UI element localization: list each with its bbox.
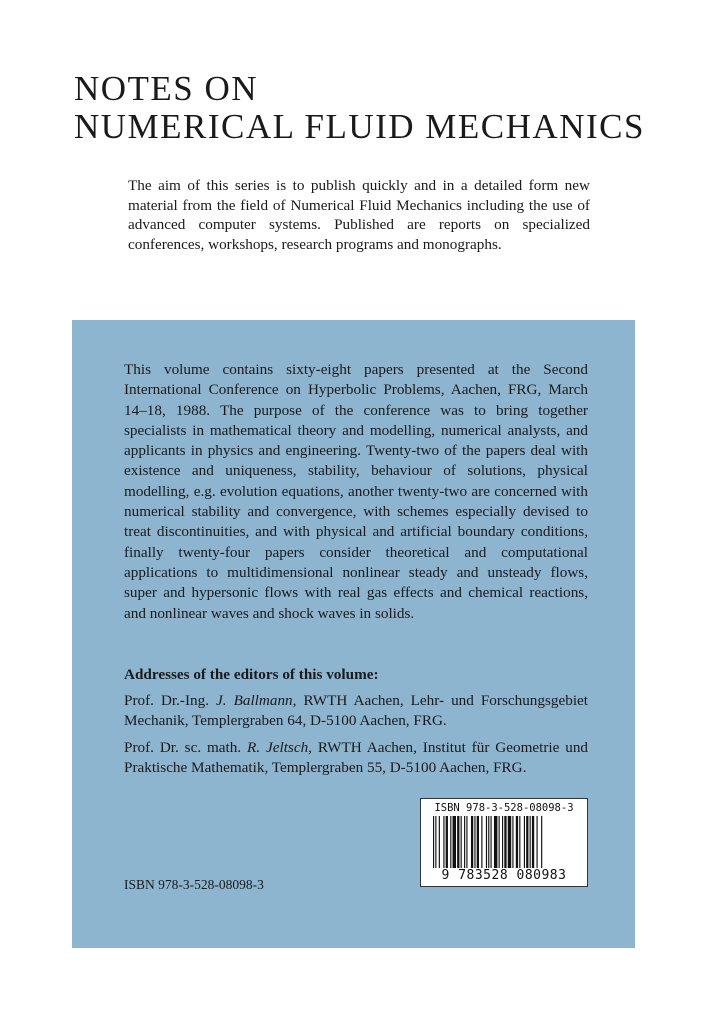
editors-heading: Addresses of the editors of this volume: <box>124 666 379 683</box>
editor-title: Prof. Dr.-Ing. <box>124 692 210 709</box>
info-panel <box>72 320 635 948</box>
editor-address-2 <box>124 738 588 779</box>
series-title-line-2: NUMERICAL FLUID MECHANICS <box>74 107 645 146</box>
editor-name: R. Jeltsch <box>247 739 309 756</box>
series-title <box>74 70 674 146</box>
series-aim-paragraph: The aim of this series is to publish quickly and in a detailed form new material from the field of Numerical Fluid Mechanics including the use of advanced computer systems. Published are reports on specialized conferences, workshops, research programs and monographs. <box>128 177 590 253</box>
editor-affiliation: , RWTH Aachen, Lehr- und Forschungsgebiet Mechanik, Templergraben 64, D-5100 Aachen, FRG. <box>124 692 588 730</box>
editor-name: J. Ballmann <box>216 692 293 709</box>
barcode-digits: 9 783528 080983 <box>441 868 567 883</box>
series-title-line-1: NOTES ON <box>74 69 259 108</box>
isbn-text: ISBN 978-3-528-08098-3 <box>124 877 264 892</box>
editor-title: Prof. Dr. sc. math. <box>124 739 242 756</box>
isbn-barcode <box>420 798 588 887</box>
barcode-isbn-label: ISBN 978-3-528-08098-3 <box>434 802 574 814</box>
editor-affiliation: , RWTH Aachen, Institut für Geometrie und Praktische Mathematik, Templergraben 55, D-5100 Aachen, FRG. <box>124 739 589 777</box>
volume-description-paragraph: This volume contains sixty-eight papers presented at the Second International Conference on Hyperbolic Problems, Aachen, FRG, March 14–18, 1988. The purpose of the conference was to bring together specialists in mathematical theory and modelling, numerical analysts, and applicants in physics and engineering. Twenty-two of the papers deal with existence and uniqueness, stability, behaviour of solutions, physical modelling, e.g. evolution equations, another twenty-two are concerned with numerical stability and convergence, with schemes especially devised to treat discontinuities, and with physical and artificial boundary conditions, finally twenty-four papers consider theoretical and computational applications to multidimensional nonlinear steady and unsteady flows, super and hypersonic flows with real gas effects and chemical reactions, and nonlinear waves and shock waves in solids. <box>124 361 588 622</box>
editor-address-1 <box>124 691 588 732</box>
